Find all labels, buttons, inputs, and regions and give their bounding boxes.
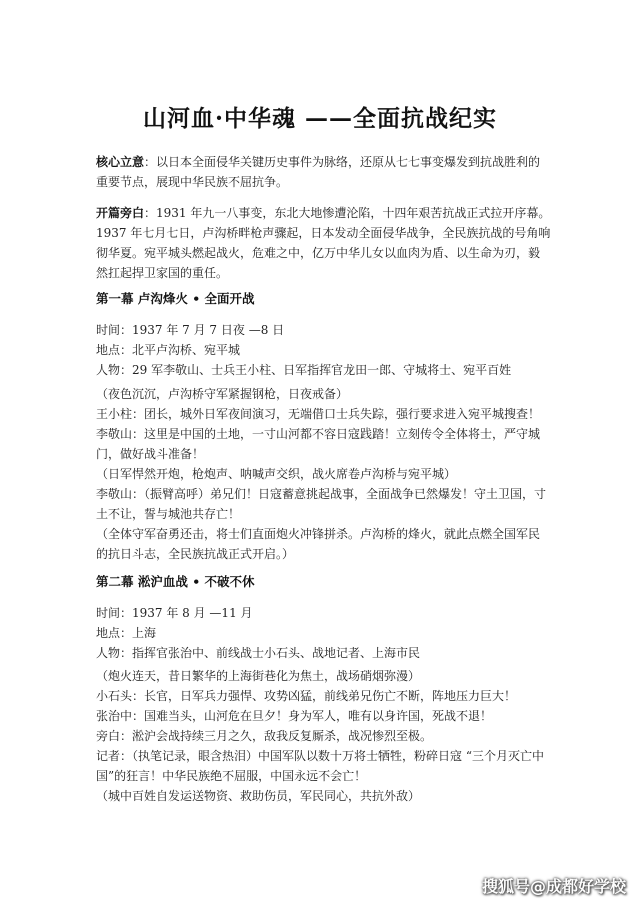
act2-time: 时间：1937 年 8 月 —11 月 <box>96 606 253 620</box>
act1-line: 王小柱：团长，城外日军夜间演习，无端借口士兵失踪，强行要求进入宛平城搜查！ <box>96 407 541 421</box>
act2-meta <box>96 603 551 663</box>
act2-line: （炮火连天，昔日繁华的上海街巷化为焦土，战场硝烟弥漫） <box>96 669 421 683</box>
opening-narration-paragraph <box>96 203 551 283</box>
act2-script <box>96 666 551 806</box>
opening-narration-text: ：1931 年九一八事变，东北大地惨遭沦陷，十四年艰苦抗战正式拉开序幕。1937 年七月七日，卢沟桥畔枪声骤起，日本发动全面侵华战争，全民族抗战的号角响彻华夏。宛平城头燃起战火，危难之中，亿万中华儿女以血肉为盾、以生命为刃，毅然扛起捍卫家国的重任。 <box>96 206 551 280</box>
sohu-watermark: 搜狐号@成都好学校 <box>481 877 626 896</box>
act2-line: 记者：（执笔记录，眼含热泪）中国军队以数十万将士牺牲，粉碎日寇 “三个月灭亡中国”的狂言！中华民族绝不屈服，中国永远不会亡！ <box>96 749 544 783</box>
core-idea-label: 核心立意 <box>96 155 145 169</box>
act2-place: 地点：上海 <box>96 626 157 640</box>
act1-line: （夜色沉沉，卢沟桥守军紧握钢枪，日夜戒备） <box>96 387 349 401</box>
core-idea-paragraph <box>96 152 551 192</box>
act2-line: 张治中：国难当头，山河危在旦夕！身为军人，唯有以身许国，死战不退！ <box>96 709 493 723</box>
act1-place: 地点：北平卢沟桥、宛平城 <box>96 343 241 357</box>
act1-line: 李敬山：（振臂高呼）弟兄们！日寇蓄意挑起战事，全面战争已然爆发！守土卫国，寸土不让，誓与城池共存亡！ <box>96 487 547 521</box>
act1-meta <box>96 320 551 380</box>
act2-people: 人物：指挥官张治中、前线战士小石头、战地记者、上海市民 <box>96 646 421 660</box>
act1-line: 李敬山：这里是中国的土地，一寸山河都不容日寇践踏！立刻传令全体将士，严守城门，做好战斗准备！ <box>96 427 541 461</box>
act2-line: （城中百姓自发运送物资、救助伤员，军民同心，共抗外敌） <box>96 789 421 803</box>
act2-line: 小石头：长官，日军兵力强悍、攻势凶猛，前线弟兄伤亡不断，阵地压力巨大！ <box>96 689 517 703</box>
opening-narration-label: 开篇旁白 <box>96 206 145 220</box>
core-idea-text: ：以日本全面侵华关键历史事件为脉络，还原从七七事变爆发到抗战胜利的重要节点，展现中华民族不屈抗争。 <box>96 155 541 189</box>
act2-heading: 第二幕 淞沪血战 • 不破不休 <box>96 574 255 589</box>
act1-time: 时间：1937 年 7 月 7 日夜 —8 日 <box>96 323 285 337</box>
document-title: 山河血·中华魂 ——全面抗战纪实 <box>142 105 497 132</box>
act1-line: （全体守军奋勇还击，将士们直面炮火冲锋拼杀。卢沟桥的烽火，就此点燃全国军民的抗日斗志，全民族抗战正式开启。） <box>96 527 541 561</box>
act1-people: 人物：29 军李敬山、士兵王小柱、日军指挥官龙田一郎、守城将士、宛平百姓 <box>96 363 512 377</box>
act1-script <box>96 384 551 564</box>
act1-heading: 第一幕 卢沟烽火 • 全面开战 <box>96 291 255 306</box>
act2-line: 旁白：淞沪会战持续三月之久，敌我反复厮杀，战况惨烈至极。 <box>96 729 433 743</box>
act1-line: （日军悍然开炮，枪炮声、呐喊声交织，战火席卷卢沟桥与宛平城） <box>96 467 457 481</box>
